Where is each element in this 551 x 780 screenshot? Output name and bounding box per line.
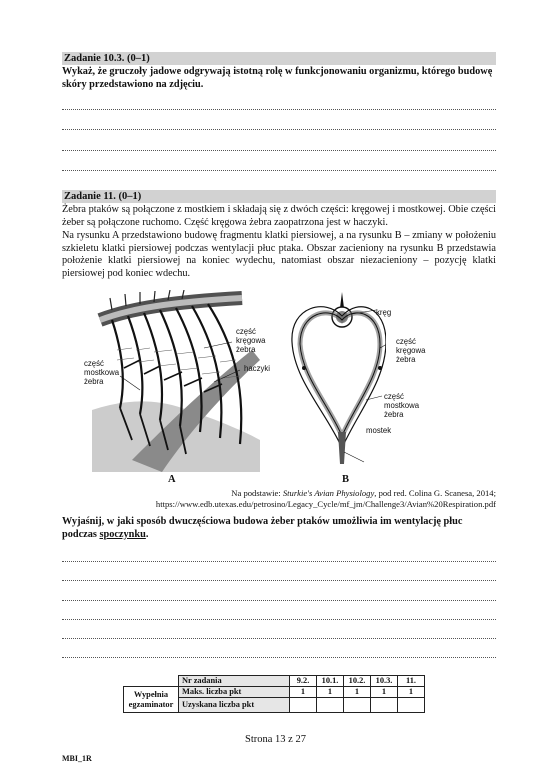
figure-b-letter: B: [342, 474, 350, 485]
figure-a-letter: A: [168, 474, 176, 485]
fig-b-label-sternal-rib: część mostkowa żebra: [384, 392, 420, 419]
fig-b-label-vertebral-rib: część kręgowa żebra: [396, 337, 426, 364]
task-10-3-header: Zadanie 10.3. (0–1): [62, 52, 496, 65]
question-underlined-word: spoczynku: [99, 528, 146, 540]
exam-code: MBI_1R: [62, 754, 92, 763]
task-number-cell: 10.1.: [317, 676, 344, 687]
answer-line[interactable]: [62, 150, 496, 151]
page-number: Strona 13 z 27: [245, 734, 306, 745]
fig-b-label-vertebra: kręg: [376, 308, 392, 317]
max-points-cell: 1: [398, 687, 425, 698]
row-label-task: Nr zadania: [179, 676, 290, 687]
fig-a-label-hooks: haczyki: [244, 364, 270, 373]
task-11-intro-1: Żebra ptaków są połączone z mostkiem i składają się z dwóch części: kręgowej i mostkowej. Obie części żeber są połączone ruchomo. Część kręgowa żebra zaopatrzona jest w haczyki.: [62, 204, 496, 228]
answer-line[interactable]: [62, 580, 496, 581]
examiner-label: Wypełnia egzaminator: [124, 687, 179, 713]
answer-line[interactable]: [62, 561, 496, 562]
score-input-cell[interactable]: [371, 698, 398, 713]
answer-line[interactable]: [62, 619, 496, 620]
fig-a-label-vertebral-rib: część kręgowa żebra: [236, 327, 266, 354]
task-number-cell: 9.2.: [290, 676, 317, 687]
source-line-1: [56, 488, 496, 499]
examiner-scores-table: [123, 675, 425, 713]
figure-b-ribcage-cross-section: [286, 292, 386, 464]
task-number-cell: 11.: [398, 676, 425, 687]
fig-a-label-sternal-rib: część mostkowa żebra: [84, 359, 120, 386]
fig-b-label-sternum: mostek: [366, 426, 392, 435]
task-11-question: [62, 516, 496, 541]
answer-line[interactable]: [62, 129, 496, 130]
answer-line[interactable]: [62, 657, 496, 658]
source-title: Sturkie's Avian Physiology: [282, 488, 375, 498]
question-text: Wyjaśnij, w jaki sposób dwuczęściowa budowa żeber ptaków umożliwia im wentylację płuc podczas: [62, 516, 463, 540]
score-input-cell[interactable]: [290, 698, 317, 713]
source-suffix: , pod red. Colina G. Scanesa, 2014;: [374, 488, 496, 498]
task-number-cell: 10.2.: [344, 676, 371, 687]
max-points-cell: 1: [290, 687, 317, 698]
max-points-cell: 1: [317, 687, 344, 698]
max-points-cell: 1: [371, 687, 398, 698]
max-points-cell: 1: [344, 687, 371, 698]
score-input-cell[interactable]: [317, 698, 344, 713]
answer-line[interactable]: [62, 170, 496, 171]
question-suffix: .: [145, 528, 149, 540]
score-input-cell[interactable]: [344, 698, 371, 713]
answer-line[interactable]: [62, 109, 496, 110]
row-label-max: Maks. liczba pkt: [179, 687, 290, 698]
source-url[interactable]: https://www.edb.utexas.edu/petrosino/Legacy_Cycle/mf_jm/Challenge3/Avian%20Respiration.pdf: [155, 499, 496, 509]
answer-line[interactable]: [62, 638, 496, 639]
answer-line[interactable]: [62, 600, 496, 601]
source-prefix: Na podstawie:: [231, 488, 283, 498]
row-label-got: Uzyskana liczba pkt: [179, 698, 290, 713]
task-11-header: Zadanie 11. (0–1): [62, 190, 496, 203]
task-11-intro-2: Na rysunku A przedstawiono budowę fragmentu klatki piersiowej, a na rysunku B – zmiany w położeniu szkieletu klatki piersiowej podczas wentylacji płuc ptaka. Obszar zacieniony na rysunku B przedstawia położenie klatki piersiowej na koniec wydechu, natomiast obszar niezacieniony – pozycję klatki piersiowej pod koniec wdechu.: [62, 230, 496, 279]
score-input-cell[interactable]: [398, 698, 425, 713]
task-number-cell: 10.3.: [371, 676, 398, 687]
figure-source: [56, 488, 496, 510]
task-10-3-question: Wykaż, że gruczoły jadowe odgrywają istotną rolę w funkcjonowaniu organizmu, którego budowę skóry przedstawiono na zdjęciu.: [62, 66, 493, 90]
